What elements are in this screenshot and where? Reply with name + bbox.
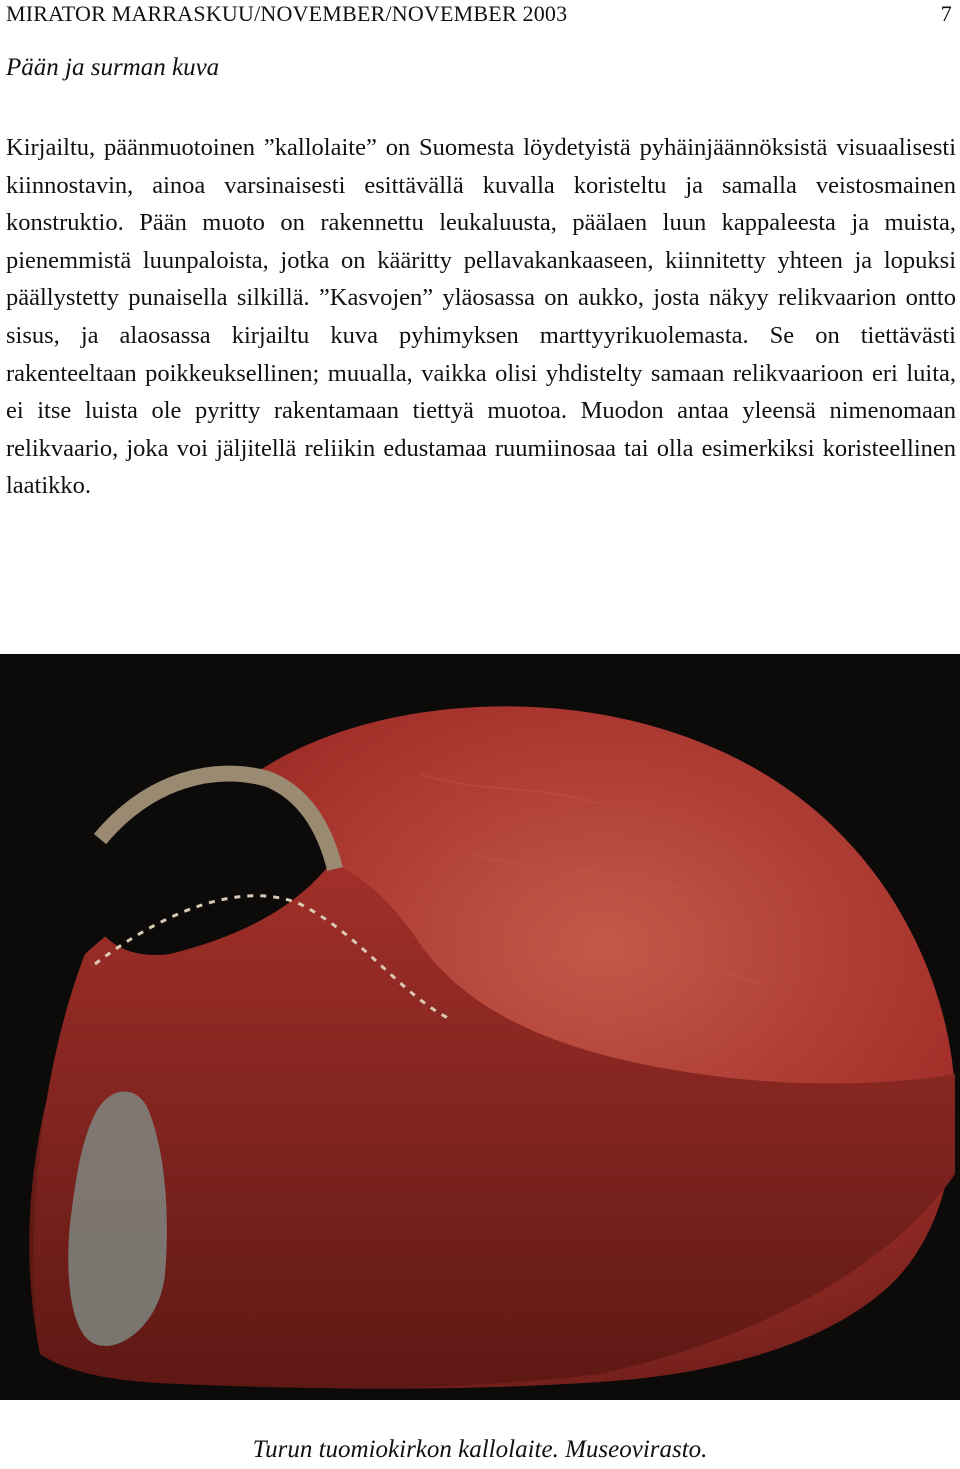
running-header [6, 0, 952, 28]
page-number: 7 [940, 1, 952, 26]
body-paragraph: Kirjailtu, päänmuotoinen ”kallolaite” on Suomesta löydetyistä pyhäinjäännöksistä visuaalisesti kiinnostavin, ainoa varsinaisesti esittävällä kuvalla koristeltu ja samalla veistosmainen konstruktio. Pään muoto on rakennettu leukaluusta, päälaen luun kappaleesta ja muista, pienemmistä luunpaloista, jotka on kääritty pellavakankaaseen, kiinnitetty yhteen ja lopuksi päällystetty punaisella silkillä. ”Kasvojen” yläosassa on aukko, josta näkyy relikvaarion ontto sisus, ja alaosassa kirjailtu kuva pyhimyksen marttyyrikuolemasta. Se on tiettävästi rakenteeltaan poikkeuksellinen; muualla, vaikka olisi yhdistelty samaan relikvaarioon eri luita, ei itse luista ole pyritty rakentamaan tiettyä muotoa. Muodon antaa yleensä nimenomaan relikvaario, joka voi jäljitellä reliikin edustamaa ruumiinosaa tai olla esimerkiksi koristeellinen laatikko. [6, 134, 956, 500]
reliquary-photo [0, 654, 960, 1400]
section-title: Pään ja surman kuva [6, 54, 220, 81]
journal-title: MIRATOR MARRASKUU/NOVEMBER/NOVEMBER 2003 [6, 1, 568, 26]
figure-caption: Turun tuomiokirkon kallolaite. Museovirasto. [252, 1436, 708, 1463]
skull-reliquary-illustration [0, 654, 960, 1400]
